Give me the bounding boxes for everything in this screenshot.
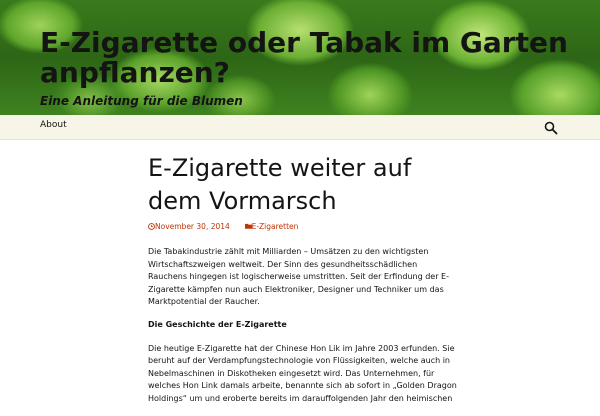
search-icon[interactable] <box>544 120 558 134</box>
post-date: November 30, 2014 <box>155 222 230 231</box>
post-paragraph: Die Tabakindustrie zählt mit Milliarden – Umsätzen zu den wichtigsten Wirtschaftszweigen weltweit. Der Sinn des gesundheitsschädlichen Rauchens hingegen ist logischerweise umstritten. Seit der Erfindung der E-Zigarette kämpfen nun auch Elektroniker, Designer und Techniker um das Marktpotential der Raucher. <box>148 247 449 307</box>
site-description: Eine Anleitung für die Blumen <box>40 94 243 108</box>
site-header <box>0 0 600 115</box>
post-content <box>148 246 458 416</box>
post-title[interactable]: E-Zigarette weiter auf dem Vormarsch <box>148 154 412 215</box>
main-navigation <box>0 115 600 140</box>
post-paragraph: Die heutige E-Zigarette hat der Chinese Hon Lik im Jahre 2003 erfunden. Sie beruht auf der Verdampfungstechnologie von Flüssigkeiten, welche auch in Nebelmaschinen in Diskotheken eingesetzt wird. Das Unternehmen, für welches Hon Link damals arbeite, benannte sich ab sofort in „Golden Dragon Holdings“ um und eroberte bereits im darauffolgenden Jahr den heimischen <box>148 343 457 403</box>
clock-icon <box>148 223 155 230</box>
post-category-link[interactable] <box>245 222 299 231</box>
post-subheading: Die Geschichte der E-Zigarette <box>148 319 287 329</box>
nav-item-about[interactable]: About <box>40 120 67 130</box>
site-title[interactable]: E-Zigarette oder Tabak im Garten anpflanzen? <box>40 26 568 89</box>
folder-icon <box>245 223 252 229</box>
post-category: E-Zigaretten <box>251 222 299 231</box>
post-meta <box>148 222 298 231</box>
post-date-link[interactable] <box>148 222 232 231</box>
